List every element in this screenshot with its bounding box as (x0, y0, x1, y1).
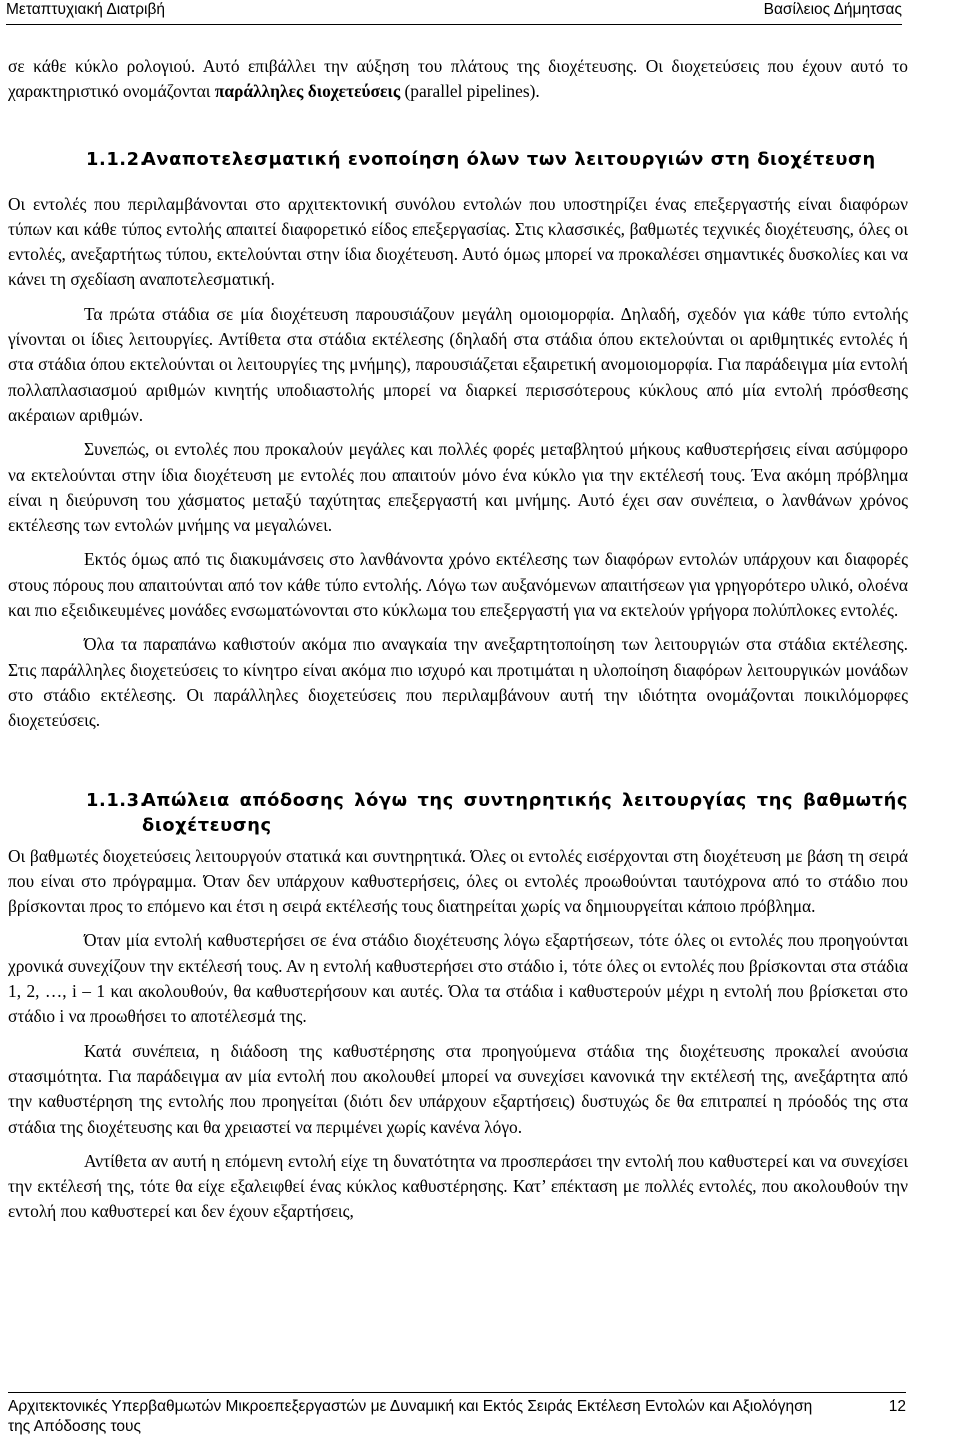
intro-bold-term: παράλληλες διοχετεύσεις (214, 81, 401, 102)
paragraph: Κατά συνέπεια, η διάδοση της καθυστέρησης στα προηγούμενα στάδια της διοχέτευσης προκαλεί ανούσια στασιμότητα. Για παράδειγμα αν μία εντολή που ακολουθεί μπορεί να συνεχίσει κανονικά την εκτέλεσή της, ανεξάρτητα από την καθυστέρηση της εντολής που προηγείται (διότι δεν υπάρχουν εξαρτήσεις) δυστυχώς δε θα επιτραπεί η πρόοδός της στα στάδια της διοχέτευσης και θα χρειαστεί να περιμένει χωρίς κανένα λόγο. (8, 1040, 908, 1137)
section-number: 1.1.3. (86, 789, 147, 811)
paragraph: Συνεπώς, οι εντολές που προκαλούν μεγάλες και πολλές φορές μεταβλητού μήκους καθυστερήσεις είναι ασύμφορο να εκτελούνται στην ίδια διοχέτευση με εντολές που απαιτούν μόνο ένα κύκλο για την εκτέλεσή τους. Ένα ακόμη πρόβλημα είναι η διεύρυνση του χάσματος μεταξύ ταχύτητας επεξεργαστή και μνήμης. Αυτό έχει σαν συνέπεια, ο λανθάνων χρόνος εκτέλεσης των εντολών μνήμης να μεγαλώνει. (8, 439, 908, 536)
page-header (6, 0, 902, 26)
intro-text-start: σε κάθε κύκλο ρολογιού. Αυτό επιβάλλει την αύξηση του πλάτους της διοχέτευσης. Οι διοχετεύσεις που έχουν αυτό το χαρακτηριστικό ονομάζονται (8, 56, 908, 102)
section-title: Απώλεια απόδοσης λόγω της συντηρητικής λειτουργίας της βαθμωτής διοχέτευσης (142, 789, 908, 836)
footer-divider (8, 1392, 906, 1393)
paragraph: Αντίθετα αν αυτή η επόμενη εντολή είχε τη δυνατότητα να προσπεράσει την εντολή που καθυστερεί και να συνεχίσει την εκτέλεσή της, τότε θα είχε εξαλειφθεί ένας κύκλος καθυστέρησης. Κατ’ επέκταση με πολλές εντολές, που ακολουθούν την εντολή που καθυστερεί και δεν έχουν εξαρτήσεις, (8, 1150, 908, 1222)
header-author: Βασίλειος Δήμητσας (763, 1, 902, 18)
page-number: 12 (888, 1398, 906, 1415)
section-number: 1.1.2. (86, 148, 147, 170)
footer-thesis-title: Αρχιτεκτονικές Υπερβαθμωτών Μικροεπεξεργαστών με Δυναμική και Εκτός Σειράς Εκτέλεση Εντολών και Αξιολόγηση της Απόδοσης τους (8, 1398, 813, 1435)
page-footer (8, 1392, 906, 1440)
header-divider (6, 24, 902, 25)
section-heading-1-1-3 (8, 788, 908, 838)
page-body (8, 54, 908, 1225)
paragraph: Όταν μία εντολή καθυστερήσει σε ένα στάδιο διοχέτευσης λόγω εξαρτήσεων, τότε όλες οι εντολές που προηγούνται χρονικά συνεχίζουν την εκτέλεσή τους. Αν η εντολή καθυστερήσει στο στάδιο i, τότε όλες οι εντολές που βρίσκονται στα στάδια 1, 2, …, i – 1 και ακολουθούν, θα καθυστερήσουν και αυτές. Όλα τα στάδια i καθυστερούν μέχρι η εντολή που βρίσκεται στο στάδιο i να προωθήσει το αποτέλεσμά της. (8, 930, 908, 1027)
section-title: Αναποτελεσματική ενοποίηση όλων των λειτουργιών στη διοχέτευση (142, 148, 876, 170)
intro-text-end: (parallel pipelines). (400, 81, 540, 102)
intro-paragraph (8, 54, 908, 105)
paragraph: Εκτός όμως από τις διακυμάνσεις στο λανθάνοντα χρόνο εκτέλεσης των διαφόρων εντολών υπάρχουν και διαφορές στους πόρους που απαιτούνται από τον κάθε τύπο εντολής. Λόγω των αυξανόμενων απαιτήσεων για γρηγορότερο υλικό, ολοένα και πιο εξειδικευμένες μονάδες ενσωματώνονται στο κύκλωμα του επεξεργαστή για να εκτελούν γρήγορα πολύπλοκες εντολές. (8, 549, 908, 621)
paragraph: Οι εντολές που περιλαμβάνονται στο αρχιτεκτονική συνόλου εντολών που υποστηρίζει ένας επεξεργαστής είναι διαφόρων τύπων και κάθε τύπος εντολής απαιτεί διαφορετικό είδος επεξεργασίας. Στις κλασσικές, βαθμωτές τεχνικές διοχέτευσης, όλες οι εντολές, ανεξαρτήτως τύπου, εκτελούνται στην ίδια διοχέτευση. Αυτό όμως μπορεί να προκαλέσει σημαντικές δυσκολίες και να κάνει τη σχεδίαση αναποτελεσματική. (8, 193, 908, 290)
paragraph: Οι βαθμωτές διοχετεύσεις λειτουργούν στατικά και συντηρητικά. Όλες οι εντολές εισέρχονται στη διοχέτευση με βάση τη σειρά που είναι στο πρόγραμμα. Όταν δεν υπάρχουν καθυστερήσεις, όλες οι εντολές προωθούνται ταυτόχρονα από το στάδιο που βρίσκονται προς το επόμενο και έτσι η σειρά εκτέλεσής τους διατηρείται χωρίς να δημιουργείται κάποιο πρόβλημα. (8, 845, 908, 917)
header-thesis-type: Μεταπτυχιακή Διατριβή (6, 1, 166, 18)
paragraph: Όλα τα παραπάνω καθιστούν ακόμα πιο αναγκαία την ανεξαρτητοποίηση των λειτουργιών στα στάδια εκτέλεσης. Στις παράλληλες διοχετεύσεις το κίνητρο είναι ακόμα πιο ισχυρό και προτιμάται η υλοποίηση διαφόρων λειτουργικών μονάδων στο στάδιο εκτέλεσης. Οι παράλληλες διοχετεύσεις που περιλαμβάνουν αυτή την ιδιότητα ονομάζονται ποικιλόμορφες διοχετεύσεις. (8, 634, 908, 731)
paragraph: Τα πρώτα στάδια σε μία διοχέτευση παρουσιάζουν μεγάλη ομοιομορφία. Δηλαδή, σχεδόν για κάθε τύπο εντολής γίνονται οι ίδιες λειτουργίες. Αντίθετα στα στάδια εκτέλεσης (δηλαδή στα στάδια όπου εκτελούνται οι αριθμητικές εντολές ή στα στάδια όπου εκτελούνται οι λειτουργίες της μνήμης), παρουσιάζεται εξαιρετική ανομοιομορφία. Για παράδειγμα μία εντολή πολλαπλασιασμού αριθμών κινητής υποδιαστολής μπορεί να διαρκεί περισσότερους κύκλους από μία εντολή πρόσθεσης ακέραιων αριθμών. (8, 303, 908, 425)
section-heading-1-1-2 (8, 147, 908, 172)
